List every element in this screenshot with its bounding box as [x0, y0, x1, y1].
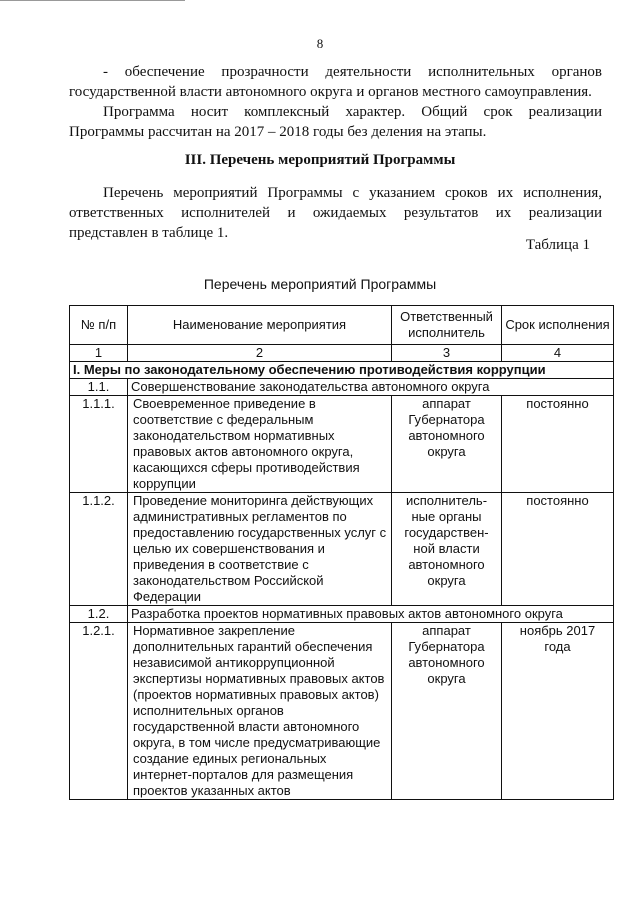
subsection-title: Совершенствование законодательства автономного округа [128, 379, 614, 396]
header-executor: Ответственный исполнитель [392, 306, 502, 345]
measures-table [69, 305, 614, 800]
subsection-row [70, 606, 614, 623]
measure-name: Нормативное закрепление дополнительных гарантий обеспечения независимой антикоррупционной экспертизы нормативных правовых актов (проектов нормативных правовых актов) исполнительных органов государственной власти автономного округа, в том числе предусматривающие создание единых региональных интернет-порталов для размещения проектов указанных актов [128, 623, 392, 800]
section-row [70, 362, 614, 379]
column-number-row [70, 345, 614, 362]
column-number: 3 [392, 345, 502, 362]
execution-term: постоянно [502, 493, 614, 606]
row-number: 1.2.1. [70, 623, 128, 800]
header-name: Наименование мероприятия [128, 306, 392, 345]
row-number: 1.1. [70, 379, 128, 396]
row-number: 1.2. [70, 606, 128, 623]
intro-paragraph-1: - обеспечение прозрачности деятельности исполнительных органов государственной власти автономного округа и органов местного самоуправления. [69, 64, 602, 100]
header-term: Срок исполнения [502, 306, 614, 345]
execution-term: постоянно [502, 396, 614, 493]
subsection-row [70, 379, 614, 396]
responsible-executor: аппарат Губернатора автономного округа [392, 396, 502, 493]
page-number: 8 [316, 36, 324, 51]
section-title: I. Меры по законодательному обеспечению противодействия коррупции [70, 362, 614, 379]
row-number: 1.1.1. [70, 396, 128, 493]
table-label: Таблица 1 [525, 237, 590, 253]
column-number: 4 [502, 345, 614, 362]
table-header-row [70, 306, 614, 345]
header-number: № п/п [70, 306, 128, 345]
table-title: Перечень мероприятий Программы [203, 276, 437, 292]
row-number: 1.1.2. [70, 493, 128, 606]
table-row [70, 396, 614, 493]
intro-paragraph-2: Программа носит комплексный характер. Общий срок реализации Программы рассчитан на 2017 – 2018 годы без деления на этапы. [69, 104, 602, 140]
column-number: 1 [70, 345, 128, 362]
section-heading: III. Перечень мероприятий Программы [184, 152, 456, 168]
measure-name: Проведение мониторинга действующих административных регламентов по предоставлению государственных услуг с целью их совершенствования и приведения в соответствие с законодательством Российской Федерации [128, 493, 392, 606]
measure-name: Своевременное приведение в соответствие с федеральным законодательством нормативных правовых актов автономного округа, касающихся сферы противодействия коррупции [128, 396, 392, 493]
execution-term: ноябрь 2017 года [502, 623, 614, 800]
column-number: 2 [128, 345, 392, 362]
responsible-executor: исполнитель-ные органы государствен-ной власти автономного округа [392, 493, 502, 606]
section-text: Перечень мероприятий Программы с указанием сроков их исполнения, ответственных исполнителей и ожидаемых результатов их реализации представлен в таблице 1. [69, 185, 602, 241]
table-row [70, 623, 614, 800]
top-rule [0, 0, 185, 1]
responsible-executor: аппарат Губернатора автономного округа [392, 623, 502, 800]
subsection-title: Разработка проектов нормативных правовых актов автономного округа [128, 606, 614, 623]
table-row [70, 493, 614, 606]
